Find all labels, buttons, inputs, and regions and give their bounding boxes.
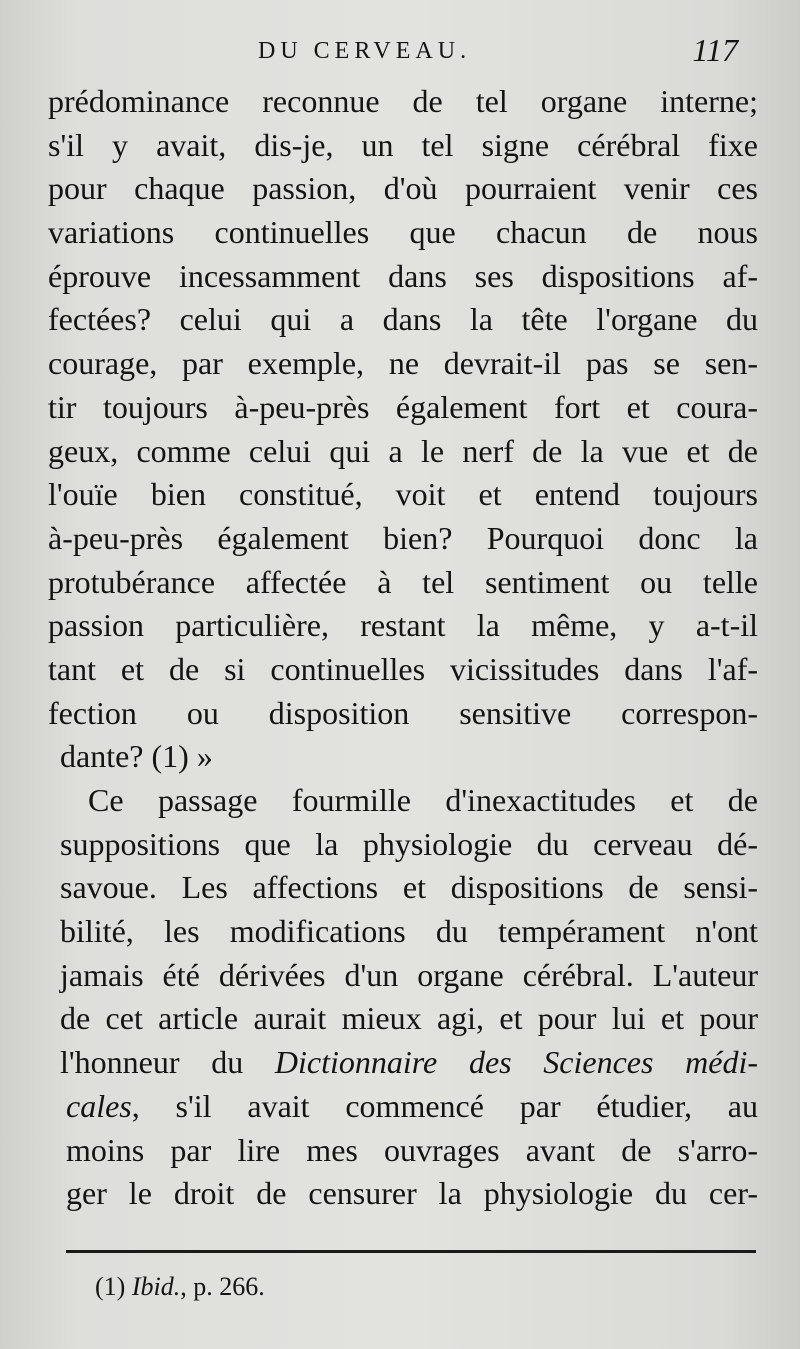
text-line: ger le droit de censurer la physiologie du cer-	[66, 1175, 758, 1212]
text-line: tir toujours à-peu-près également fort et coura-	[48, 388, 758, 425]
text-line: suppositions que la physiologie du cerveau dé-	[60, 825, 758, 862]
text-line: savoue. Les affections et dispositions de sensi-	[60, 869, 758, 906]
text-line: éprouve incessamment dans ses dispositions af-	[48, 257, 758, 294]
text-line: tant et de si continuelles vicissitudes dans l'af-	[48, 650, 758, 687]
body-text	[48, 80, 758, 1216]
footnote-rule	[66, 1250, 756, 1253]
page-header	[48, 32, 756, 72]
text-line: pour chaque passion, d'où pourraient venir ces	[48, 170, 758, 207]
text-line: dante? (1) »	[60, 738, 213, 775]
text-line-italic	[48, 1085, 758, 1129]
text-line: bilité, les modifications du tempérament n'ont	[60, 913, 758, 950]
text-run: , s'il avait commencé par étudier, au	[131, 1087, 758, 1124]
text-line: fectées? celui qui a dans la tête l'organe du	[48, 301, 758, 338]
text-line: s'il y avait, dis-je, un tel signe cérébral fixe	[48, 126, 758, 163]
text-line: moins par lire mes ouvrages avant de s'arro-	[66, 1131, 758, 1168]
text-line: variations continuelles que chacun de nous	[48, 214, 758, 251]
footnote-text: , p. 266.	[180, 1272, 265, 1301]
book-title-cont: cales	[66, 1087, 132, 1124]
text-line: protubérance affectée à tel sentiment ou telle	[48, 563, 758, 600]
text-line: passion particulière, restant la même, y a-t-il	[48, 607, 758, 644]
text-line: l'ouïe bien constitué, voit et entend toujours	[48, 476, 758, 513]
footnote	[95, 1272, 265, 1302]
text-line: jamais été dérivées d'un organe cérébral. L'auteur	[60, 956, 758, 993]
text-line: geux, comme celui qui a le nerf de la vue et de	[48, 432, 758, 469]
footnote-marker: (1)	[95, 1272, 132, 1301]
text-line: courage, par exemple, ne devrait-il pas se sen-	[48, 345, 758, 382]
text-line: à-peu-près également bien? Pourquoi donc la	[48, 519, 758, 556]
page-number: 117	[692, 32, 738, 68]
book-title: Dictionnaire des Sciences médi-	[274, 1044, 759, 1081]
text-line: de cet article aurait mieux agi, et pour lui et pour	[60, 1000, 758, 1037]
footnote-ref: Ibid.	[131, 1272, 181, 1301]
text-line: prédominance reconnue de tel organe interne;	[48, 83, 758, 119]
text-line-italic	[48, 1041, 758, 1085]
paragraph-start: Ce passage fourmille d'inexactitudes et de	[88, 782, 758, 818]
text-run: l'honneur du	[60, 1044, 275, 1081]
text-line: fection ou disposition sensitive correspon-	[48, 694, 758, 731]
running-head: DU CERVEAU.	[258, 38, 472, 64]
